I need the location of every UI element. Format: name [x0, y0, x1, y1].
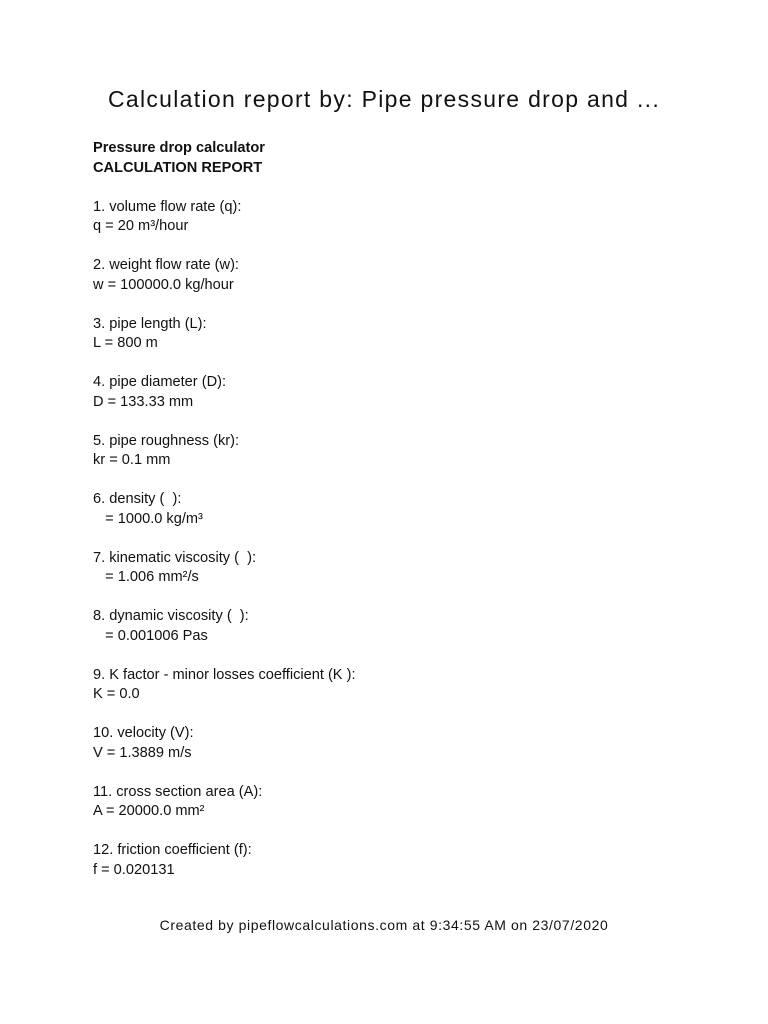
- item-value: = 1.006 mm²/s: [93, 569, 199, 585]
- item-value: V = 1.3889 m/s: [93, 744, 192, 761]
- item-label: 12. friction coefficient (f):: [93, 842, 252, 858]
- item-label: 2. weight flow rate (w):: [93, 257, 239, 273]
- item-label: 8. dynamic viscosity ( ):: [93, 608, 249, 624]
- item-label: 9. K factor - minor losses coefficient (K ):: [93, 666, 356, 683]
- item-label: 10. velocity (V):: [93, 725, 194, 741]
- item-value: = 0.001006 Pas: [93, 627, 208, 644]
- item-value: kr = 0.1 mm: [93, 452, 171, 468]
- item-value: A = 20000.0 mm²: [93, 803, 205, 819]
- report-body: [93, 139, 693, 900]
- report-item-pipe-roughness: [93, 432, 693, 471]
- report-item-volume-flow-rate: [93, 198, 693, 237]
- item-label: 6. density ( ):: [93, 491, 182, 507]
- report-item-kinematic-viscosity: [93, 549, 693, 588]
- item-value: K = 0.0: [93, 686, 140, 702]
- report-item-friction-coefficient: [93, 841, 693, 880]
- report-item-k-factor: [93, 666, 693, 705]
- item-value: D = 133.33 mm: [93, 393, 194, 410]
- report-item-cross-section-area: [93, 783, 693, 822]
- item-label: 1. volume flow rate (q):: [93, 198, 242, 215]
- report-footer: Created by pipeflowcalculations.com at 9:34:55 AM on 23/07/2020: [159, 917, 609, 933]
- item-label: 3. pipe length (L):: [93, 315, 207, 332]
- item-value: f = 0.020131: [93, 861, 175, 878]
- item-value: w = 100000.0 kg/hour: [93, 276, 234, 293]
- item-value: q = 20 m³/hour: [93, 218, 189, 234]
- item-label: 11. cross section area (A):: [93, 783, 263, 800]
- report-item-pipe-diameter: [93, 373, 693, 412]
- item-label: 7. kinematic viscosity ( ):: [93, 549, 256, 566]
- report-item-pipe-length: [93, 315, 693, 354]
- item-label: 4. pipe diameter (D):: [93, 374, 227, 390]
- report-item-dynamic-viscosity: [93, 607, 693, 646]
- calculator-name: Pressure drop calculator: [93, 140, 265, 156]
- report-heading: CALCULATION REPORT: [93, 159, 263, 176]
- page-title: Calculation report by: Pipe pressure drop and ...: [107, 86, 661, 112]
- item-value: = 1000.0 kg/m³: [93, 510, 203, 527]
- report-item-velocity: [93, 724, 693, 763]
- item-label: 5. pipe roughness (kr):: [93, 432, 240, 449]
- item-value: L = 800 m: [93, 335, 158, 351]
- report-item-weight-flow-rate: [93, 256, 693, 295]
- report-item-density: [93, 490, 693, 529]
